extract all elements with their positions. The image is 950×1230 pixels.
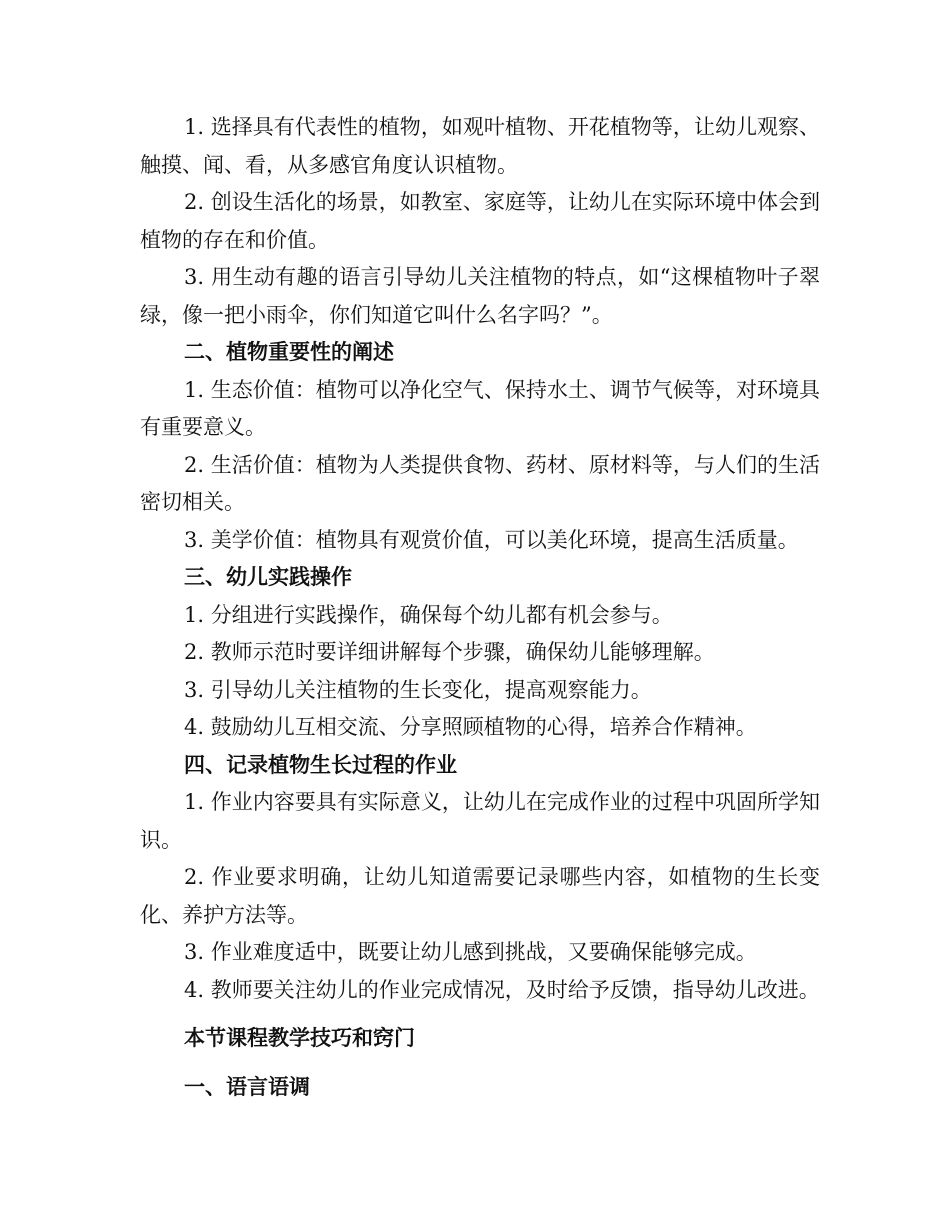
intro-item-3: 3. 用生动有趣的语言引导幼儿关注植物的特点，如“这棵植物叶子翠绿，像一把小雨伞，你们知道它叫什么名字吗？”。 <box>140 265 820 327</box>
homework-item-3: 3. 作业难度适中，既要让幼儿感到挑战，又要确保能够完成。 <box>184 940 757 964</box>
closing-title: 本节课程教学技巧和窍门 <box>184 1026 415 1050</box>
intro-item-1: 1. 选择具有代表性的植物，如观叶植物、开花植物等，让幼儿观察、触摸、闻、看，从多感官角度认识植物。 <box>140 115 820 177</box>
practice-item-3: 3. 引导幼儿关注植物的生长变化，提高观察能力。 <box>184 677 652 702</box>
homework-item-4: 4. 教师要关注幼儿的作业完成情况，及时给予反馈，指导幼儿改进。 <box>184 977 820 1002</box>
section-heading-homework: 四、记录植物生长过程的作业 <box>184 752 457 777</box>
homework-item-1: 1. 作业内容要具有实际意义，让幼儿在完成作业的过程中巩固所学知识。 <box>140 790 820 852</box>
importance-item-1: 1. 生态价值：植物可以净化空气、保持水土、调节气候等，对环境具有重要意义。 <box>140 377 820 439</box>
section-spacer <box>140 1058 820 1069</box>
importance-item-3: 3. 美学价值：植物具有观赏价值，可以美化环境，提高生活质量。 <box>184 527 799 552</box>
section-spacer <box>140 1009 820 1020</box>
importance-item-2: 2. 生活价值：植物为人类提供食物、药材、原材料等，与人们的生活密切相关。 <box>140 452 820 514</box>
practice-item-2: 2. 教师示范时要详细讲解每个步骤，确保幼儿能够理解。 <box>184 640 715 664</box>
section-heading-importance: 二、植物重要性的阐述 <box>184 340 394 364</box>
practice-item-4: 4. 鼓励幼儿互相交流、分享照顾植物的心得，培养合作精神。 <box>184 715 757 739</box>
intro-item-2: 2. 创设生活化的场景，如教室、家庭等，让幼儿在实际环境中体会到植物的存在和价值。 <box>140 190 820 252</box>
homework-item-2: 2. 作业要求明确，让幼儿知道需要记录哪些内容，如植物的生长变化、养护方法等。 <box>140 865 820 927</box>
closing-heading: 一、语言语调 <box>184 1074 310 1099</box>
section-heading-practice: 三、幼儿实践操作 <box>184 565 352 589</box>
practice-item-1: 1. 分组进行实践操作，确保每个幼儿都有机会参与。 <box>184 602 673 627</box>
document-body <box>140 109 820 1106</box>
